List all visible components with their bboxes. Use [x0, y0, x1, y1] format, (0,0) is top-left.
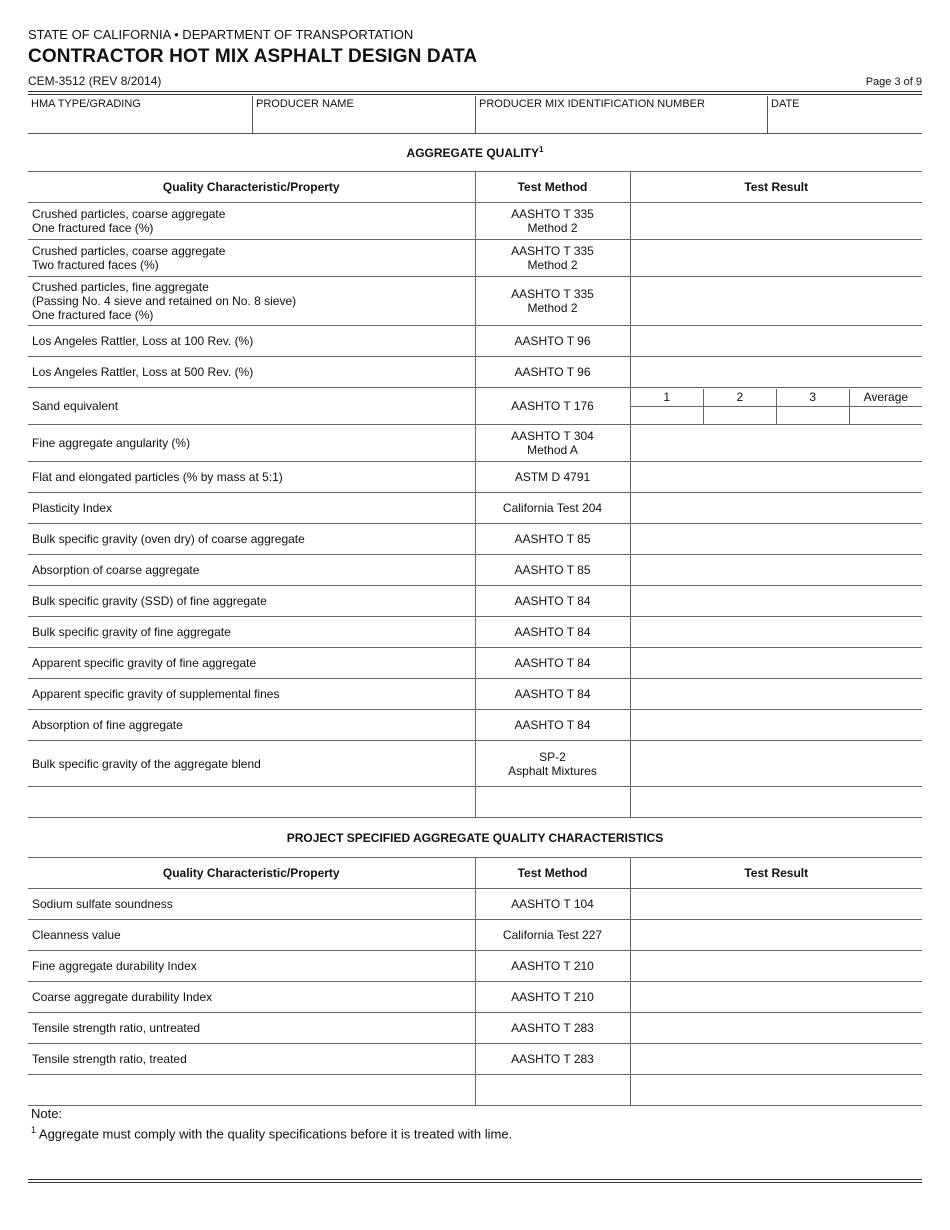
footnote-text: Aggregate must comply with the quality specifications before it is treated with lime. — [36, 1126, 513, 1142]
header-fields — [28, 96, 922, 134]
method-cell: AASHTO T 84 — [475, 586, 630, 617]
table-row — [28, 555, 922, 586]
table-row — [28, 240, 922, 277]
method-cell: AASHTO T 335 Method 2 — [475, 277, 630, 326]
result-cell[interactable] — [630, 1075, 922, 1106]
table-row — [28, 388, 922, 425]
method-cell[interactable] — [475, 1075, 630, 1106]
property-cell: Absorption of fine aggregate — [28, 710, 475, 741]
table-row — [28, 617, 922, 648]
property-cell: Apparent specific gravity of fine aggregate — [28, 648, 475, 679]
property-cell: Tensile strength ratio, treated — [28, 1044, 475, 1075]
table-row — [28, 787, 922, 818]
property-cell[interactable] — [28, 1075, 475, 1106]
result-cell[interactable] — [630, 648, 922, 679]
sand-equivalent-results — [630, 388, 922, 425]
result-cell[interactable] — [630, 357, 922, 388]
hma-type-field[interactable] — [28, 96, 252, 133]
result-cell[interactable] — [630, 240, 922, 277]
mix-id-field[interactable] — [475, 96, 767, 133]
method-cell: California Test 227 — [475, 920, 630, 951]
table-row — [28, 326, 922, 357]
method-cell: AASHTO T 176 — [475, 388, 630, 425]
average-label: Average — [849, 389, 922, 407]
footer-divider — [28, 1179, 922, 1183]
table-row — [28, 357, 922, 388]
table-row — [28, 203, 922, 240]
result-cell[interactable] — [630, 951, 922, 982]
result-cell[interactable] — [630, 982, 922, 1013]
trial-1-label: 1 — [663, 390, 671, 404]
trial-3-label: 3 — [776, 389, 849, 407]
date-field[interactable] — [767, 96, 922, 133]
method-cell: AASHTO T 335 Method 2 — [475, 203, 630, 240]
trial-1-input[interactable] — [631, 406, 704, 424]
property-cell: Bulk specific gravity (oven dry) of coarse aggregate — [28, 524, 475, 555]
property-cell: Cleanness value — [28, 920, 475, 951]
table-row — [28, 1013, 922, 1044]
table-row — [28, 1044, 922, 1075]
column-header: Test Result — [630, 172, 922, 203]
table-row — [28, 951, 922, 982]
result-cell[interactable] — [630, 203, 922, 240]
result-cell[interactable] — [630, 617, 922, 648]
property-cell: Absorption of coarse aggregate — [28, 555, 475, 586]
property-cell: Los Angeles Rattler, Loss at 100 Rev. (%) — [28, 326, 475, 357]
column-header: Test Method — [475, 172, 630, 203]
table-row — [28, 493, 922, 524]
method-cell: AASHTO T 283 — [475, 1013, 630, 1044]
aggregate-quality-title: AGGREGATE QUALITY$^1$ — [406, 145, 544, 160]
method-cell: AASHTO T 84 — [475, 679, 630, 710]
note-label: Note: — [31, 1106, 63, 1121]
property-cell: Fine aggregate angularity (%) — [28, 425, 475, 462]
table-row — [28, 1075, 922, 1106]
result-cell[interactable] — [630, 326, 922, 357]
property-cell: Apparent specific gravity of supplemental fines — [28, 679, 475, 710]
method-cell: AASHTO T 210 — [475, 951, 630, 982]
footnote-number: 1 — [31, 1125, 37, 1135]
result-cell[interactable] — [630, 787, 922, 818]
property-cell: Bulk specific gravity of the aggregate blend — [28, 741, 475, 787]
property-cell: Tensile strength ratio, untreated — [28, 1013, 475, 1044]
method-cell: AASHTO T 104 — [475, 889, 630, 920]
header-divider — [28, 91, 922, 95]
table-row — [28, 982, 922, 1013]
property-cell: Coarse aggregate durability Index — [28, 982, 475, 1013]
method-cell: ASTM D 4791 — [475, 462, 630, 493]
project-quality-title: PROJECT SPECIFIED AGGREGATE QUALITY CHARACTERISTICS — [286, 831, 664, 845]
sand-equivalent-grid — [631, 389, 923, 424]
result-cell[interactable] — [630, 277, 922, 326]
producer-name-label: PRODUCER NAME — [256, 98, 354, 110]
form-title: CONTRACTOR HOT MIX ASPHALT DESIGN DATA — [28, 46, 478, 67]
table-row — [28, 524, 922, 555]
method-cell: AASHTO T 85 — [475, 555, 630, 586]
table-row — [28, 889, 922, 920]
column-header: Test Result — [630, 858, 922, 889]
method-cell: AASHTO T 335 Method 2 — [475, 240, 630, 277]
table-row — [28, 741, 922, 787]
property-cell: Fine aggregate durability Index — [28, 951, 475, 982]
hma-type-label: HMA TYPE/GRADING — [31, 98, 141, 110]
method-cell: AASHTO T 96 — [475, 326, 630, 357]
trial-3-input[interactable] — [776, 406, 849, 424]
agency-header: STATE OF CALIFORNIA • DEPARTMENT OF TRANSPORTATION — [28, 27, 414, 42]
table-row — [28, 679, 922, 710]
method-cell: AASHTO T 84 — [475, 648, 630, 679]
result-cell[interactable] — [630, 425, 922, 462]
property-cell: Bulk specific gravity of fine aggregate — [28, 617, 475, 648]
title-footnote-ref: 1 — [539, 145, 544, 154]
trial-2-input[interactable] — [703, 406, 776, 424]
trial-2-label: 2 — [703, 389, 776, 407]
method-cell: AASHTO T 283 — [475, 1044, 630, 1075]
form-number: CEM-3512 (REV 8/2014) — [28, 74, 162, 88]
result-cell[interactable] — [630, 462, 922, 493]
method-cell: AASHTO T 210 — [475, 982, 630, 1013]
property-cell[interactable] — [28, 787, 475, 818]
result-cell[interactable] — [630, 920, 922, 951]
producer-name-field[interactable] — [252, 96, 475, 133]
property-cell: Los Angeles Rattler, Loss at 500 Rev. (%) — [28, 357, 475, 388]
table-row — [28, 710, 922, 741]
result-cell[interactable] — [630, 1013, 922, 1044]
property-cell: Bulk specific gravity (SSD) of fine aggregate — [28, 586, 475, 617]
result-cell[interactable] — [630, 1044, 922, 1075]
method-cell: AASHTO T 96 — [475, 357, 630, 388]
table-row — [28, 425, 922, 462]
column-header: Quality Characteristic/Property — [28, 172, 475, 203]
result-cell[interactable] — [630, 586, 922, 617]
method-cell: California Test 204 — [475, 493, 630, 524]
table-row — [28, 648, 922, 679]
column-header: Quality Characteristic/Property — [28, 858, 475, 889]
table-row — [28, 277, 922, 326]
table-header-row — [28, 172, 922, 203]
method-cell: SP-2 Asphalt Mixtures — [475, 741, 630, 787]
mix-id-label: PRODUCER MIX IDENTIFICATION NUMBER — [479, 98, 705, 110]
page-number: Page 3 of 9 — [865, 76, 922, 88]
property-cell: Plasticity Index — [28, 493, 475, 524]
method-cell[interactable] — [475, 787, 630, 818]
aggregate-quality-table — [28, 171, 922, 818]
table-row — [28, 462, 922, 493]
property-cell: Sand equivalent — [28, 388, 475, 425]
table-row — [28, 920, 922, 951]
column-header: Test Method — [475, 858, 630, 889]
project-quality-table — [28, 857, 922, 1106]
result-cell[interactable] — [630, 741, 922, 787]
result-cell[interactable] — [630, 889, 922, 920]
average-input[interactable] — [849, 406, 922, 424]
footnote — [31, 1125, 512, 1141]
method-cell: AASHTO T 84 — [475, 710, 630, 741]
result-cell[interactable] — [630, 524, 922, 555]
property-cell: Flat and elongated particles (% by mass at 5:1) — [28, 462, 475, 493]
property-cell: Crushed particles, coarse aggregate Two fractured faces (%) — [28, 240, 475, 277]
result-cell[interactable] — [630, 555, 922, 586]
method-cell: AASHTO T 84 — [475, 617, 630, 648]
date-label: DATE — [771, 98, 800, 110]
table-row — [28, 586, 922, 617]
method-cell: AASHTO T 85 — [475, 524, 630, 555]
property-cell: Sodium sulfate soundness — [28, 889, 475, 920]
property-cell: Crushed particles, fine aggregate (Passing No. 4 sieve and retained on No. 8 sieve) One fractured face (%) — [28, 277, 475, 326]
result-cell[interactable] — [630, 493, 922, 524]
table-header-row — [28, 858, 922, 889]
property-cell: Crushed particles, coarse aggregate One fractured face (%) — [28, 203, 475, 240]
result-cell[interactable] — [630, 679, 922, 710]
result-cell[interactable] — [630, 710, 922, 741]
method-cell: AASHTO T 304 Method A — [475, 425, 630, 462]
